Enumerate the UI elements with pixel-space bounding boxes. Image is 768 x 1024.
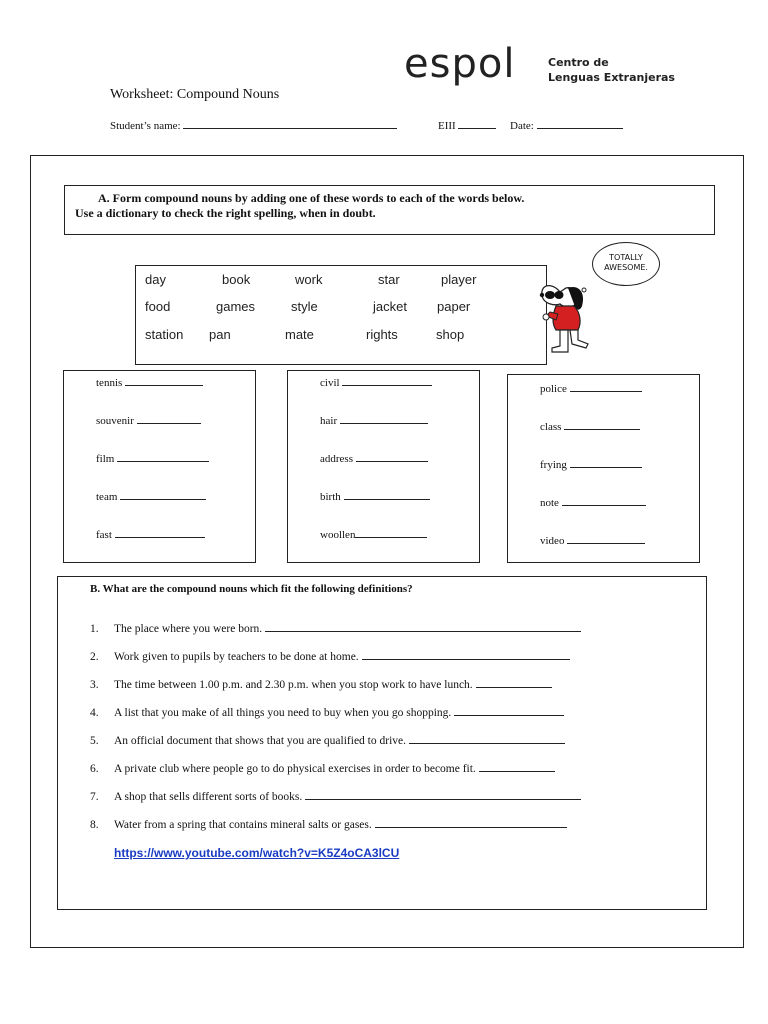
- question-row[interactable]: [90, 761, 555, 775]
- word-bank-word: games: [216, 299, 256, 314]
- date-field[interactable]: [510, 118, 623, 132]
- section-a-instructions: [64, 185, 715, 235]
- exercise-item[interactable]: [540, 533, 645, 547]
- exercise-item[interactable]: [540, 495, 646, 509]
- question-text: The time between 1.00 p.m. and 2.30 p.m. when you stop work to have lunch.: [114, 679, 473, 691]
- word-bank-word: work: [295, 272, 323, 287]
- answer-blank[interactable]: [564, 419, 640, 430]
- item-word: film: [96, 453, 115, 465]
- section-b: [57, 576, 707, 910]
- answer-blank[interactable]: [570, 457, 642, 468]
- answer-blank[interactable]: [355, 527, 427, 538]
- question-number: 4.: [90, 707, 99, 719]
- question-number: 1.: [90, 623, 99, 635]
- exercise-item[interactable]: [540, 457, 642, 471]
- question-row[interactable]: [90, 621, 581, 635]
- word-bank-word: food: [145, 299, 171, 314]
- word-bank-word: paper: [437, 299, 471, 314]
- word-bank-word: star: [378, 272, 400, 287]
- answer-blank[interactable]: [362, 649, 570, 660]
- answer-blank[interactable]: [570, 381, 642, 392]
- exercise-item[interactable]: [540, 419, 640, 433]
- exercise-item[interactable]: [320, 451, 428, 465]
- exercise-item[interactable]: [540, 381, 642, 395]
- snoopy-illustration-icon: [538, 262, 604, 354]
- logo-subtitle-line2: Lenguas Extranjeras: [548, 71, 675, 84]
- answer-blank[interactable]: [120, 489, 206, 500]
- question-text: The place where you were born.: [114, 623, 263, 635]
- answer-blank[interactable]: [115, 527, 205, 538]
- exercise-item[interactable]: [320, 413, 428, 427]
- section-a-line2: Use a dictionary to check the right spelling, when in doubt.: [75, 206, 376, 220]
- item-word: souvenir: [96, 415, 134, 427]
- question-row[interactable]: [90, 733, 565, 747]
- item-word: address: [320, 453, 353, 465]
- student-name-label: Student’s name:: [110, 120, 181, 132]
- question-text: A private club where people go to do physical exercises in order to become fit.: [114, 763, 476, 775]
- answer-blank[interactable]: [356, 451, 428, 462]
- speech-bubble: TOTALLY AWESOME.: [592, 242, 660, 286]
- question-text: A list that you make of all things you need to buy when you go shopping.: [114, 707, 452, 719]
- word-bank-word: station: [145, 327, 184, 342]
- question-text: Water from a spring that contains mineral salts or gases.: [114, 819, 372, 831]
- answer-blank[interactable]: [137, 413, 201, 424]
- item-word: birth: [320, 491, 341, 503]
- item-word: hair: [320, 415, 338, 427]
- question-row[interactable]: [90, 677, 552, 691]
- answer-blank[interactable]: [454, 705, 564, 716]
- exercise-item[interactable]: [96, 527, 205, 541]
- level-label: EIII: [438, 120, 456, 132]
- question-text: Work given to pupils by teachers to be done at home.: [114, 651, 359, 663]
- question-row[interactable]: [90, 705, 564, 719]
- exercise-item[interactable]: [96, 413, 201, 427]
- question-number: 7.: [90, 791, 99, 803]
- section-a-line1: A. Form compound nouns by adding one of these words to each of the words below.: [98, 191, 525, 205]
- espol-logo: espol: [404, 41, 516, 87]
- answer-blank[interactable]: [479, 761, 555, 772]
- answer-blank[interactable]: [562, 495, 646, 506]
- logo-subtitle-line1: Centro de: [548, 56, 609, 69]
- answer-blank[interactable]: [340, 413, 428, 424]
- word-bank-word: book: [222, 272, 251, 287]
- logo-subtitle: [548, 55, 675, 85]
- question-row[interactable]: [90, 817, 567, 831]
- word-column-2: [287, 370, 480, 563]
- exercise-item[interactable]: [96, 451, 209, 465]
- word-column-3: [507, 374, 700, 563]
- word-bank-word: style: [291, 299, 318, 314]
- exercise-item[interactable]: [96, 489, 206, 503]
- answer-blank[interactable]: [344, 489, 430, 500]
- exercise-item[interactable]: [320, 527, 427, 541]
- item-word: civil: [320, 377, 340, 389]
- word-bank-word: day: [145, 272, 166, 287]
- question-text: An official document that shows that you are qualified to drive.: [114, 735, 407, 747]
- answer-blank[interactable]: [125, 375, 203, 386]
- question-number: 5.: [90, 735, 99, 747]
- item-word: team: [96, 491, 118, 503]
- item-word: tennis: [96, 377, 123, 389]
- question-text: A shop that sells different sorts of books.: [114, 791, 303, 803]
- word-bank-word: player: [441, 272, 477, 287]
- youtube-link[interactable]: https://www.youtube.com/watch?v=K5Z4oCA3lCU: [114, 846, 400, 860]
- exercise-item[interactable]: [320, 489, 430, 503]
- date-label: Date:: [510, 120, 534, 132]
- word-bank-word: jacket: [373, 299, 407, 314]
- item-word: video: [540, 535, 565, 547]
- exercise-item[interactable]: [320, 375, 432, 389]
- answer-blank[interactable]: [265, 621, 581, 632]
- answer-blank[interactable]: [409, 733, 565, 744]
- word-bank: [135, 265, 547, 365]
- question-number: 8.: [90, 819, 99, 831]
- student-name-blank[interactable]: [183, 118, 397, 129]
- answer-blank[interactable]: [375, 817, 567, 828]
- word-bank-word: mate: [285, 327, 314, 342]
- question-row[interactable]: [90, 789, 581, 803]
- date-blank[interactable]: [537, 118, 623, 129]
- item-word: frying: [540, 459, 567, 471]
- student-name-field[interactable]: [110, 118, 397, 132]
- answer-blank[interactable]: [305, 789, 581, 800]
- answer-blank[interactable]: [567, 533, 645, 544]
- item-word: woollen: [320, 529, 356, 541]
- item-word: police: [540, 383, 567, 395]
- question-number: 6.: [90, 763, 99, 775]
- word-bank-word: pan: [209, 327, 231, 342]
- answer-blank[interactable]: [117, 451, 209, 462]
- item-word: note: [540, 497, 559, 509]
- word-bank-word: shop: [436, 327, 465, 342]
- question-number: 2.: [90, 651, 99, 663]
- question-number: 3.: [90, 679, 99, 691]
- answer-blank[interactable]: [476, 677, 552, 688]
- item-word: class: [540, 421, 562, 433]
- level-field[interactable]: [438, 118, 496, 132]
- exercise-item[interactable]: [96, 375, 203, 389]
- question-row[interactable]: [90, 649, 570, 663]
- word-bank-word: rights: [366, 327, 398, 342]
- section-b-heading: B. What are the compound nouns which fit the following definitions?: [90, 583, 413, 595]
- worksheet-title: Worksheet: Compound Nouns: [110, 87, 280, 102]
- level-blank[interactable]: [458, 118, 496, 129]
- item-word: fast: [96, 529, 112, 541]
- answer-blank[interactable]: [342, 375, 432, 386]
- word-column-1: [63, 370, 256, 563]
